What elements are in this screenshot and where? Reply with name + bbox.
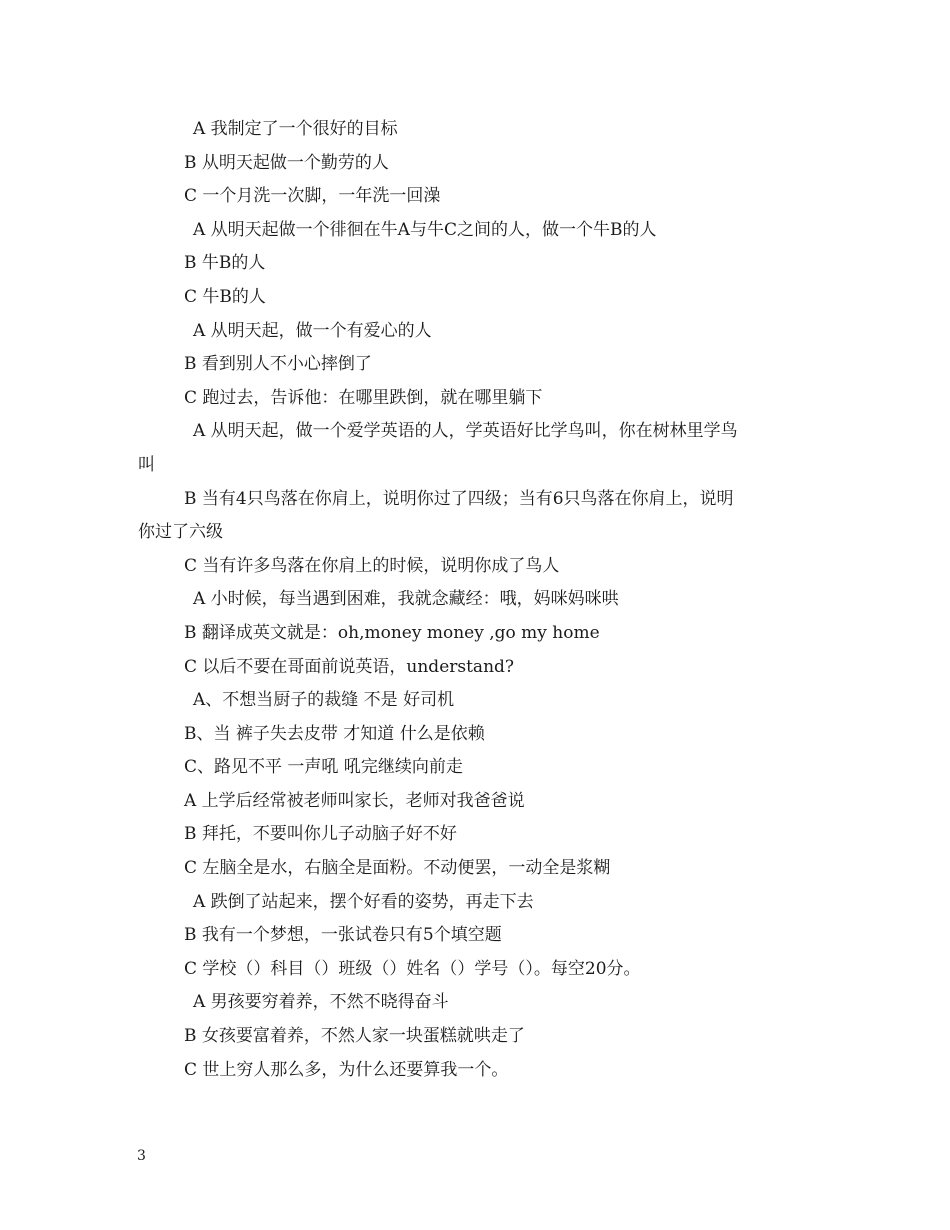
text-line: A 上学后经常被老师叫家长，老师对我爸爸说 xyxy=(184,790,525,811)
text-line: A 从明天起做一个徘徊在牛A与牛C之间的人，做一个牛B的人 xyxy=(193,219,657,240)
text-line: C、路见不平 一声吼 吼完继续向前走 xyxy=(184,757,463,778)
text-line: B 翻译成英文就是：oh,money money ,go my home xyxy=(184,622,600,643)
text-line: C 当有许多鸟落在你肩上的时候，说明你成了鸟人 xyxy=(184,555,560,576)
text-line: C 世上穷人那么多，为什么还要算我一个。 xyxy=(184,1059,509,1080)
text-line: B 我有一个梦想，一张试卷只有5个填空题 xyxy=(184,925,502,946)
text-line: C 以后不要在哥面前说英语，understand? xyxy=(184,656,515,677)
text-line: B 看到别人不小心摔倒了 xyxy=(184,354,372,375)
text-line: B 女孩要富着养，不然人家一块蛋糕就哄走了 xyxy=(184,1026,525,1047)
text-line: A 男孩要穷着养，不然不晓得奋斗 xyxy=(193,992,449,1013)
text-line: 你过了六级 xyxy=(138,522,223,543)
text-line: A 从明天起，做一个有爱心的人 xyxy=(193,320,432,341)
text-line: A 从明天起，做一个爱学英语的人，学英语好比学鸟叫，你在树林里学鸟 xyxy=(193,421,738,442)
text-line: B、当 裤子失去皮带 才知道 什么是依赖 xyxy=(184,723,485,744)
text-line: C 一个月洗一次脚，一年洗一回澡 xyxy=(184,186,441,207)
text-line: B 从明天起做一个勤劳的人 xyxy=(184,152,389,173)
text-line: B 牛B的人 xyxy=(184,253,266,274)
text-line: A 小时候，每当遇到困难，我就念藏经：哦，妈咪妈咪哄 xyxy=(193,589,619,610)
text-line: C 跑过去，告诉他：在哪里跌倒，就在哪里躺下 xyxy=(184,387,543,408)
text-line: A、不想当厨子的裁缝 不是 好司机 xyxy=(193,690,455,711)
page-number: 3 xyxy=(137,1148,146,1164)
text-line: B 拜托，不要叫你儿子动脑子好不好 xyxy=(184,824,457,845)
text-line: A 跌倒了站起来，摆个好看的姿势，再走下去 xyxy=(193,891,534,912)
text-line: C 学校（）科目（）班级（）姓名（）学号（）。每空20分。 xyxy=(184,958,641,979)
text-line: C 牛B的人 xyxy=(184,286,266,307)
text-line: C 左脑全是水，右脑全是面粉。不动便罢，一动全是浆糊 xyxy=(184,858,611,879)
text-line: B 当有4只鸟落在你肩上，说明你过了四级；当有6只鸟落在你肩上，说明 xyxy=(184,488,734,509)
text-line: A 我制定了一个很好的目标 xyxy=(193,119,398,139)
body-text xyxy=(0,113,950,1087)
text-line: 叫 xyxy=(138,454,155,475)
